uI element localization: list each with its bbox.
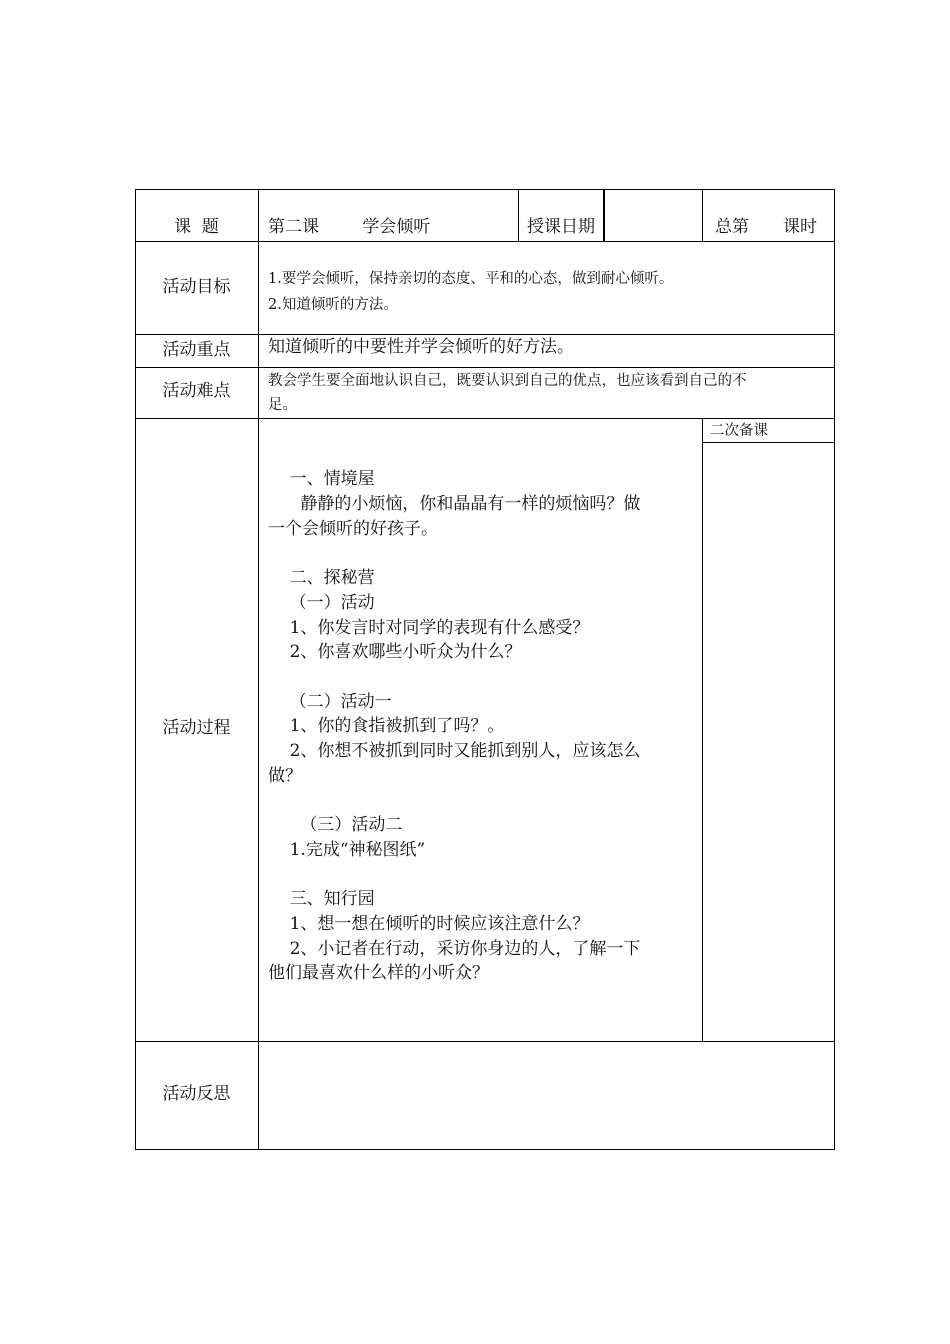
difficulty-line: 足。	[268, 397, 297, 413]
table-border	[834, 189, 835, 1150]
process-line: （二）活动一	[268, 691, 392, 712]
table-border	[702, 189, 703, 241]
table-border	[518, 189, 519, 241]
table-border	[135, 418, 835, 419]
process-line: 2、你想不被抓到同时又能抓到别人，应该怎么	[268, 741, 641, 762]
process-line: 2、小记者在行动，采访你身边的人，了解一下	[268, 938, 641, 959]
table-border	[702, 418, 703, 1041]
process-line: （一）活动	[268, 592, 375, 613]
process-line: 2、你喜欢哪些小听众为什么？	[268, 642, 522, 663]
table-border	[135, 189, 136, 1150]
difficulty-label: 活动难点	[162, 381, 231, 401]
process-line: 静静的小烦恼，你和晶晶有一样的烦恼吗？做	[268, 494, 641, 515]
goal-line: 1.要学会倾听，保持亲切的态度、平和的心态，做到耐心倾听。	[268, 271, 674, 287]
table-border	[258, 189, 259, 1150]
reflection-label: 活动反思	[162, 1084, 231, 1104]
period-prefix: 总第	[715, 217, 749, 237]
table-border	[135, 334, 835, 335]
table-border	[135, 1149, 835, 1150]
lesson-value: 第二课 学会倾听	[268, 217, 431, 237]
focus-label: 活动重点	[162, 340, 231, 360]
process-line: 三、知行园	[268, 889, 375, 910]
focus-text: 知道倾听的中要性并学会倾听的好方法。	[268, 337, 574, 357]
process-line: 1、想一想在倾听的时候应该注意什么？	[268, 914, 590, 934]
process-line: 1、你的食指被抓到了吗？。	[268, 716, 505, 737]
table-border	[603, 189, 605, 241]
process-line: 二、探秘营	[268, 568, 375, 589]
table-border	[702, 442, 835, 443]
process-line: 一个会倾听的好孩子。	[268, 518, 438, 539]
process-line: 1、你发言时对同学的表现有什么感受？	[268, 617, 590, 638]
process-line: 1.完成“神秘图纸”	[268, 839, 426, 860]
process-line: 做？	[268, 765, 302, 786]
process-label: 活动过程	[162, 718, 231, 738]
goal-label: 活动目标	[162, 277, 231, 297]
lesson-label: 课 题	[174, 217, 219, 237]
reflection-content	[259, 1042, 834, 1149]
table-border	[135, 189, 835, 190]
difficulty-line: 教会学生要全面地认识自己，既要认识到自己的优点，也应该看到自己的不	[268, 373, 747, 389]
date-value	[610, 217, 700, 237]
table-border	[135, 241, 835, 242]
lesson-plan-table	[135, 189, 835, 1150]
process-line: 他们最喜欢什么样的小听众？	[268, 963, 489, 984]
period-suffix: 课时	[783, 217, 817, 237]
date-label: 授课日期	[527, 217, 595, 237]
prep-label: 二次备课	[710, 423, 768, 439]
process-line: （三）活动二	[268, 815, 403, 836]
process-line: 一、情境屋	[268, 469, 375, 490]
goal-line: 2.知道倾听的方法。	[268, 297, 398, 313]
table-border	[135, 367, 835, 368]
